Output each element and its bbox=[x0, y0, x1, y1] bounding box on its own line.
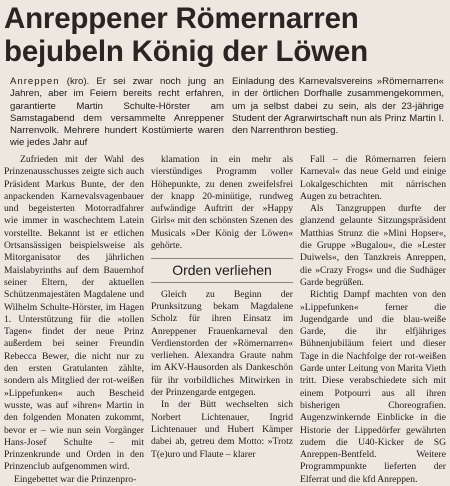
body-paragraph: Fall – die Römernarren feiern Karneval« das neue Geld und einige Lokalgeschichten mit närrischen Augen zu betrachten. bbox=[300, 154, 446, 202]
body-paragraph: Als Tanzgruppen durfte der glanzend gelaunte Sitzungspräsident Matthias Strunz die »Mini Hopser«, die Gruppe »Bugalou«, die »Lester Duiwels«, den Tanzkreis Anreppen, die »Crazy Frogs« und die Sudhäger Garde begrüßen. bbox=[300, 203, 446, 288]
body-paragraph: Eingebettet war die Prinzenpro- bbox=[14, 473, 137, 485]
body-paragraph: In der Bütt wechselten sich Norbert Lichtenauer, Ingrid Lichtenauer und Hubert Kämper dabei ab, getreu dem Motto: »Trotz T(e)uro und Flaute – klarer bbox=[151, 399, 293, 460]
dateline: Anreppen bbox=[10, 76, 60, 87]
headline-line-2: bejubeln König der Löwen bbox=[4, 35, 368, 68]
body-column-1 bbox=[4, 154, 144, 486]
body-paragraph: klamation in ein mehr als vierstündiges Programm voller Höhepunkte, zu denen zweifelsfrei der knapp 20-minütige, rundweg aufwändige Auftritt der »Happy Girls« mit den schönsten Szenen des Musicals »Der König der Löwen« gehörte. bbox=[151, 154, 293, 252]
lead-paragraph-right: Einladung des Karnevalsvereins »Römernarren« in der örtlichen Dorfhalle zusammengekommen, um ja selbst dabei zu sein, als der 23-jährige Student der Agrarwirtschaft nun als Prinz Martin I. den Narrenthron bestieg. bbox=[232, 76, 444, 137]
body-column-2 bbox=[151, 154, 293, 461]
headline-line-1: Anreppener Römernarren bbox=[4, 2, 359, 35]
headline bbox=[4, 2, 448, 68]
lead-left-text: (kro). Er sei zwar noch jung an Jahren, aber im Feiern bereits recht erfahren, garantierte Martin Schulte-Hörster am Samstagabend dem versammelte Anreppener Narrenvolk. Mehrere hundert Kostümierte waren wie jedes Jahr auf bbox=[10, 76, 224, 149]
body-paragraph: Richtig Dampf machten von den »Lippefunken« ferner die Jugendgarde und die blau-weiße Garde, die ihr elfjähriges Bühnenjubiläum feiert und dieser Tage in die Nachfolge der rot-weißen Garde unter Leitung von Marita Vieth tritt. Diese verabschiedete sich mit einem Potpourri aus all ihren bisherigen Choreografien. Augenzwinkernde Einblicke in die Historie der Lippedörfer gewährten zudem die U40-Kicker de SG Anreppen-Bentfeld. Weitere Programmpunkte lieferten der Elferrat und die kfd Anreppen. bbox=[300, 289, 446, 485]
body-paragraph: Gleich zu Beginn der Prunksitzung bekam Magdalene Scholz für ihren Einsatz im Anreppener Frauenkarneval den Verdienstorden der »Römernarren« verliehen. Alexandra Graute nahm im AKV-Hausorden als Dankeschön für ihr vorbildliches Mitwirken in der Prinzengarde entgegen. bbox=[151, 288, 293, 399]
body-column-3 bbox=[300, 154, 446, 486]
lead-paragraph-left bbox=[10, 76, 224, 150]
body-paragraph: Zufrieden mit der Wahl des Prinzenausschusses zeigte sich auch Präsident Markus Bunte, der den anpackenden Karnevalsvagenbauer und begeisterten Motorradfahrer wie immer in waschechtem Latein vorstellte. Bekannt ist er etlichen Ortsansässigen beispielsweise als Mitorganisator des jährlichen Maislabyrinths auf dem Bauernhof seiner Eltern, der aktuellen Schützenmajestäten Magdalene und Wilhelm Schulte-Hörster, im Hagen 1. Unterstützung für die »tollen Tagen« findet der neue Prinz außerdem bei seiner Freundin Rebecca Bewer, die nicht nur zu den ersten Gratulanten zählte, sondern als Mitglied der rot-weißen »Lippefunken« auch Bescheid wusste, was auf »ihren« Martin in den folgenden Monaten zukommt, bevor er – wie nun sein Vorgänger Hans-Josef Schulte – mit Prinzenkrunde und Orden in den Prinzenclub aufgenommen wird. bbox=[4, 154, 144, 473]
subheading: Orden verliehen bbox=[151, 258, 293, 282]
